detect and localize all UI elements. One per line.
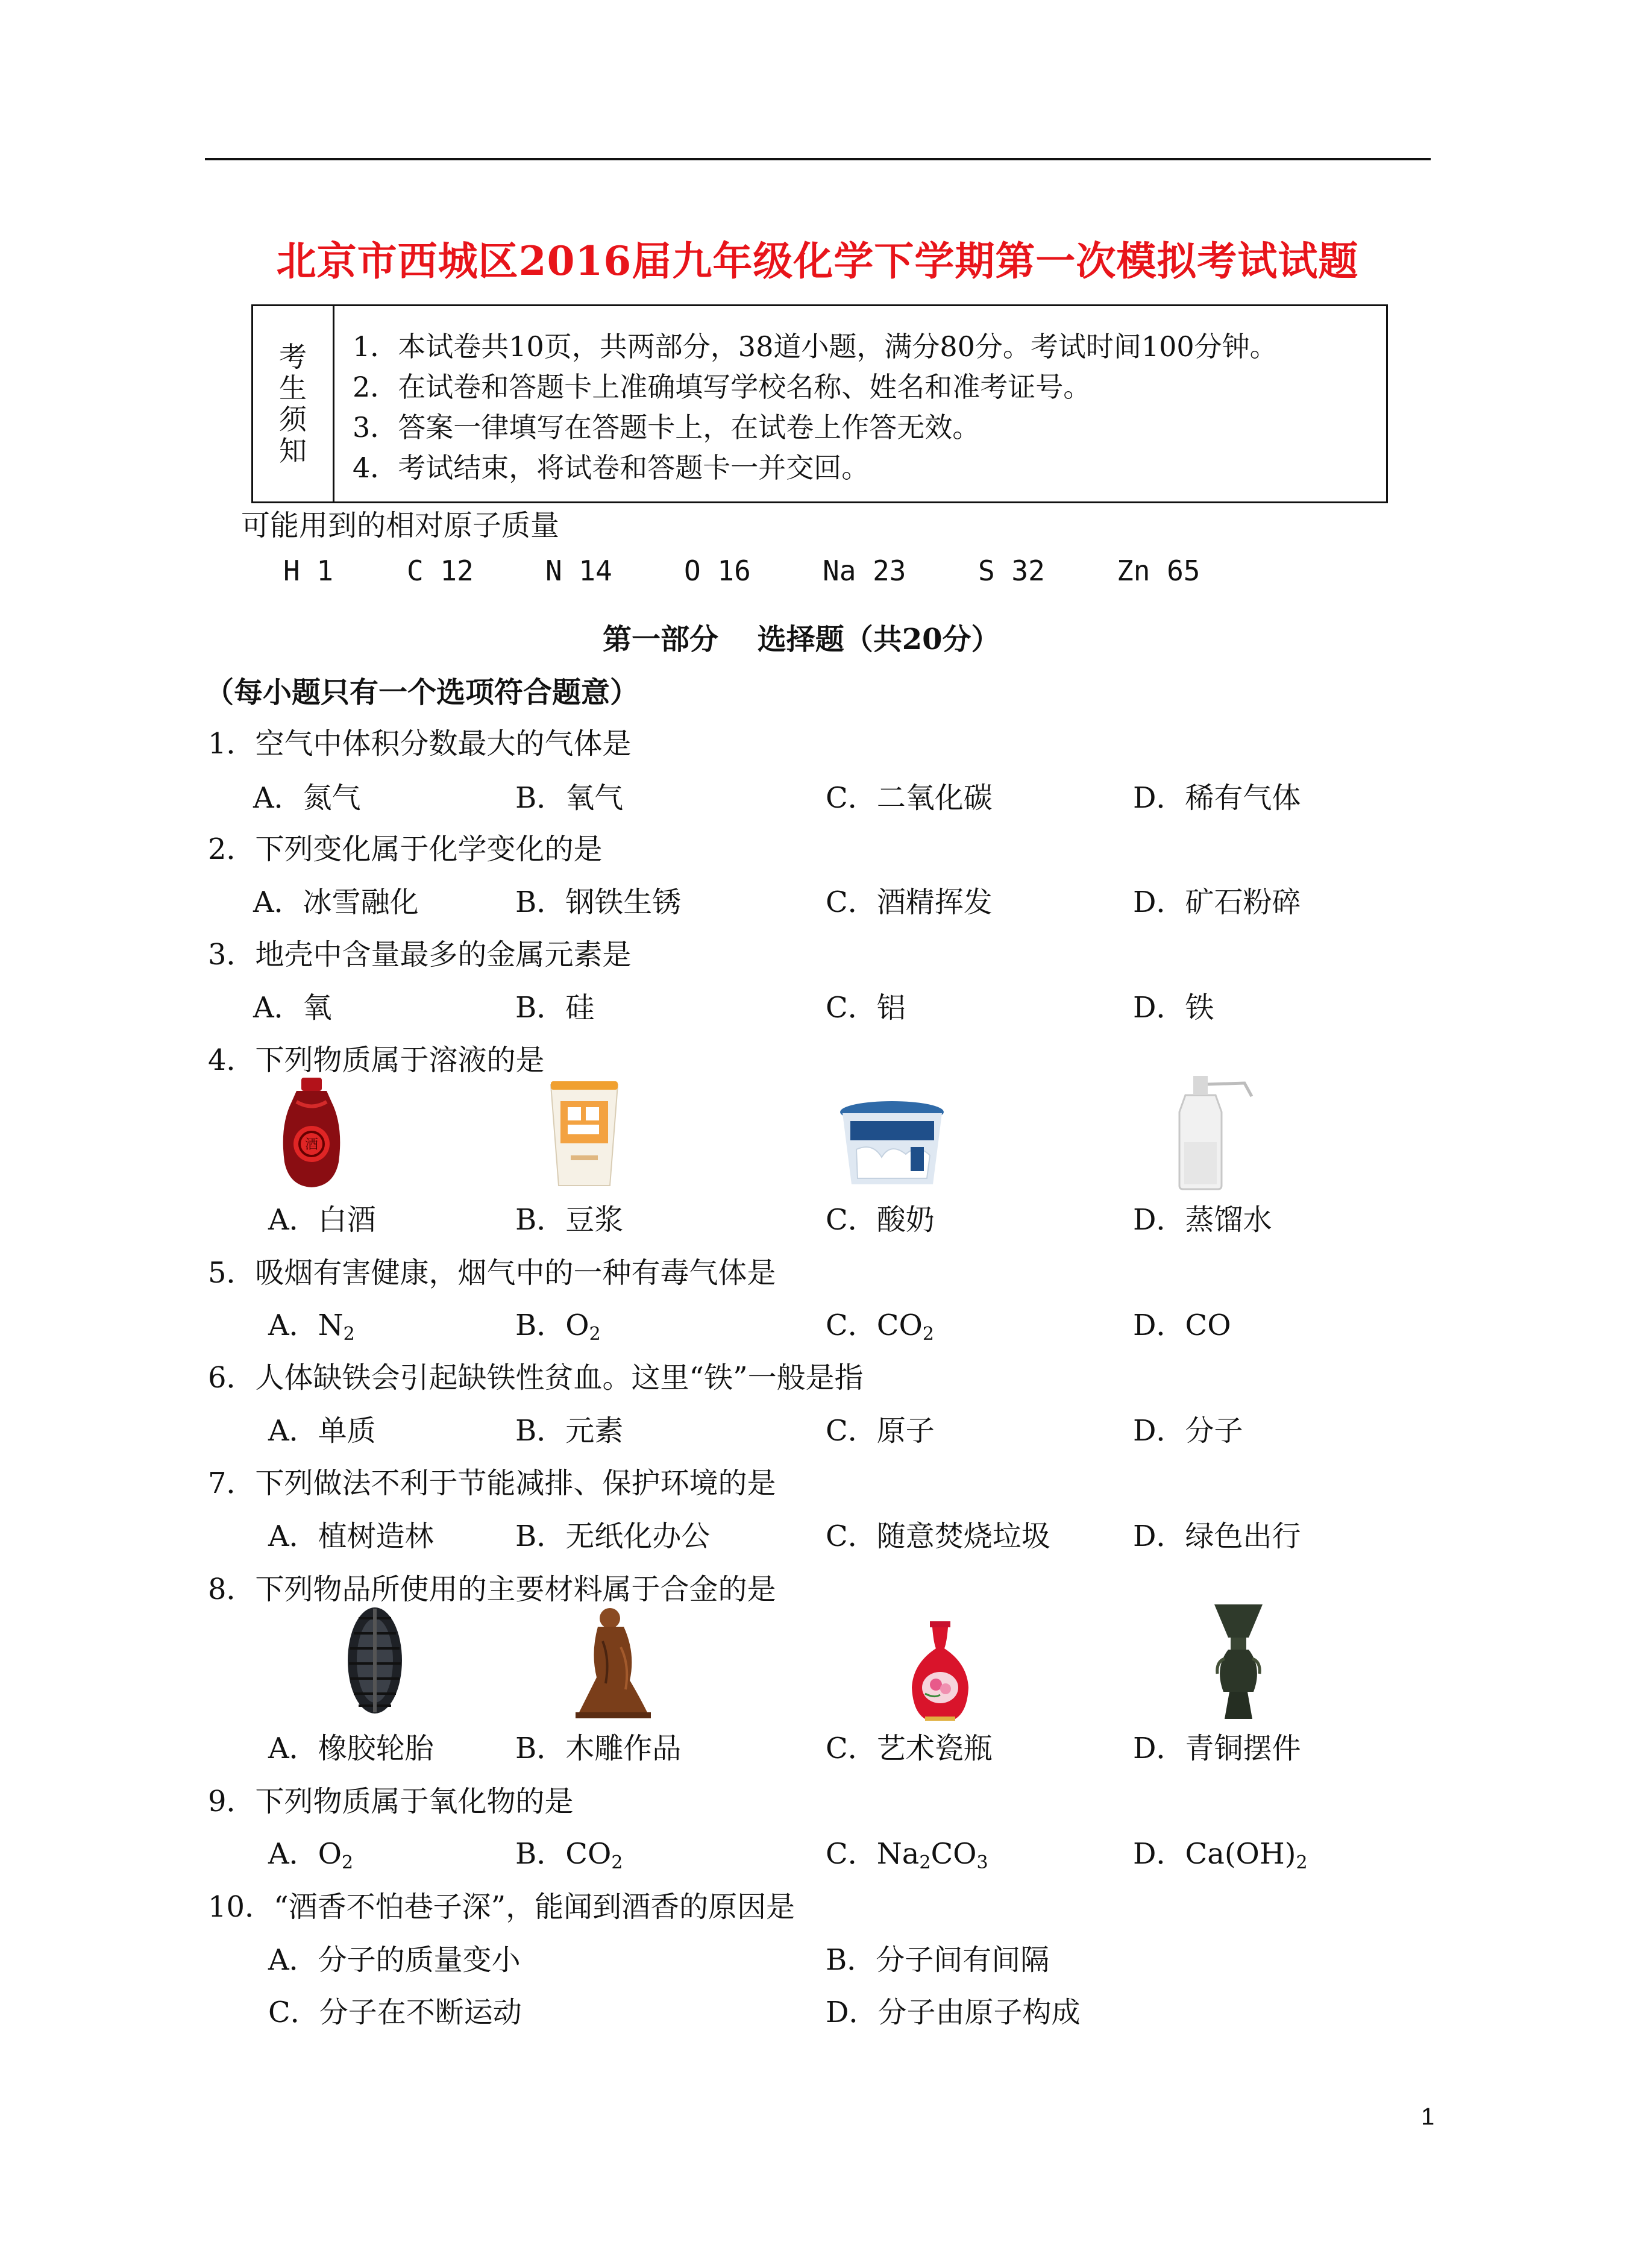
option-b: B．硅 [515,991,595,1025]
atomic-mass-heading: 可能用到的相对原子质量 [241,509,560,542]
page-number: 1 [1421,2103,1435,2130]
option-b: B．豆浆 [515,1203,624,1237]
option-a: A．橡胶轮胎 [268,1732,434,1765]
notice-label-char: 知 [279,435,307,467]
question-stem: 5．吸烟有害健康，烟气中的一种有毒气体是 [208,1256,776,1290]
option-c: C．$CO_2$ [826,1308,934,1345]
atomic-mass-item: C 12 [407,554,474,587]
exam-title: 北京市西城区2016届九年级化学下学期第一次模拟考试试题 [276,237,1359,284]
notice-item: 2．在试卷和答题卡上准确填写学校名称、姓名和准考证号。 [353,371,1091,403]
atomic-mass-item: S 32 [978,554,1045,587]
notice-items [353,327,1278,488]
option-a: A．白酒 [268,1203,376,1237]
notice-item: 3．答案一律填写在答题卡上，在试卷上作答无效。 [353,411,981,444]
option-c: C．二氧化碳 [826,781,993,815]
option-c: C．艺术瓷瓶 [826,1732,993,1765]
notice-label-char: 须 [279,403,307,436]
question-stem: 10．“酒香不怕巷子深”，能闻到酒香的原因是 [208,1890,796,1924]
option-c: C．铝 [826,991,906,1025]
option-a: A．氮气 [253,781,361,815]
candidate-notice-box [251,304,1388,503]
option-b: B．钢铁生锈 [515,885,682,919]
option-c: C．随意焚烧垃圾 [826,1519,1050,1553]
option-d: D．分子 [1133,1414,1243,1448]
atomic-mass-item: Na 23 [823,554,906,587]
option-d: D．矿石粉碎 [1133,885,1301,919]
question-stem: 2．下列变化属于化学变化的是 [208,832,603,866]
option-d: D．分子由原子构成 [826,1996,1081,2029]
option-a: A．单质 [268,1414,376,1448]
notice-label [253,306,334,501]
svg-text:酒: 酒 [304,1137,319,1152]
option-b: B．元素 [515,1414,624,1448]
distilled-water-bottle-image [1172,1076,1257,1190]
question-stem: 6．人体缺铁会引起缺铁性贫血。这里“铁”一般是指 [208,1361,864,1395]
atomic-mass-item: O 16 [684,554,751,587]
section-title: 第一部分 选择题（共20分） [603,623,1000,656]
question-stem: 3．地壳中含量最多的金属元素是 [208,938,632,972]
option-a: A．冰雪融化 [253,885,419,919]
question-stem: 8．下列物品所使用的主要材料属于合金的是 [208,1572,776,1606]
notice-item: 4．考试结束，将试卷和答题卡一并交回。 [353,451,870,484]
soy-milk-cup-image [550,1080,619,1189]
question-stem: 9．下列物质属于氧化物的是 [208,1785,574,1818]
option-b: B．无纸化办公 [515,1519,711,1553]
section-note: （每小题只有一个选项符合题意） [205,676,639,709]
question-stem: 4．下列物质属于溶液的是 [208,1043,545,1077]
notice-item: 1．本试卷共10页，共两部分，38道小题，满分80分。考试时间100分钟。 [353,330,1278,363]
option-a: A．分子的质量变小 [268,1943,521,1977]
option-d: D．$Ca(OH)_2$ [1133,1837,1308,1873]
option-d: D．蒸馏水 [1133,1203,1272,1237]
option-d: D．绿色出行 [1133,1519,1301,1553]
option-b: B．$O_2$ [515,1308,601,1345]
option-d: D．铁 [1133,991,1214,1025]
atomic-mass-item: N 14 [545,554,612,587]
option-a: A．植树造林 [268,1519,434,1553]
rubber-tire-image [347,1606,404,1715]
question-stem: 1．空气中体积分数最大的气体是 [208,727,632,761]
option-b: B．$CO_2$ [515,1837,623,1873]
porcelain-vase-image [907,1621,973,1721]
option-b: B．氧气 [515,781,624,815]
notice-label-char: 生 [279,372,307,404]
notice-label-char: 考 [279,341,307,373]
option-c: C．分子在不断运动 [268,1996,522,2029]
baijiu-jar-image [278,1078,345,1189]
option-c: C．酸奶 [826,1203,935,1237]
wood-carving-image [573,1605,654,1720]
option-a: A．$O_2$ [268,1837,354,1873]
option-b: B．木雕作品 [515,1732,682,1765]
atomic-mass-item: Zn 65 [1117,554,1200,587]
question-stem: 7．下列做法不利于节能减排、保护环境的是 [208,1466,776,1500]
option-d: D．青铜摆件 [1133,1732,1301,1765]
option-c: C．$Na_2CO_3$ [826,1837,988,1873]
yogurt-cup-image [839,1100,945,1190]
option-d: D．CO [1133,1308,1231,1342]
bronze-vessel-image [1211,1601,1266,1722]
header-rule [205,158,1431,160]
option-d: D．稀有气体 [1133,781,1301,815]
option-b: B．分子间有间隔 [826,1943,1050,1977]
option-c: C．酒精挥发 [826,885,993,919]
atomic-mass-item: H 1 [283,554,334,587]
option-a: A．氧 [253,991,332,1025]
option-a: A．$N_2$ [268,1308,355,1345]
option-c: C．原子 [826,1414,935,1448]
